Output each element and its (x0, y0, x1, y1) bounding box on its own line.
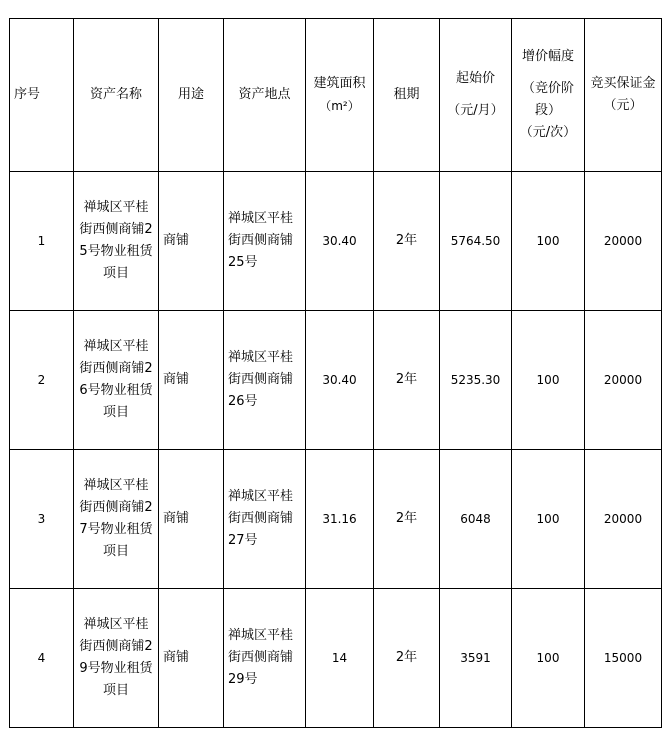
cell-location: 禅城区平桂街西侧商铺27号 (224, 450, 306, 589)
cell-location: 禅城区平桂街西侧商铺26号 (224, 311, 306, 450)
cell-location: 禅城区平桂街西侧商铺25号 (224, 172, 306, 311)
cell-start-price: 5764.50 (440, 172, 512, 311)
cell-start-price: 3591 (440, 589, 512, 728)
header-name: 资产名称 (74, 19, 159, 172)
header-term: 租期 (374, 19, 440, 172)
cell-usage: 商铺 (159, 311, 224, 450)
header-usage: 用途 (159, 19, 224, 172)
cell-increment: 100 (512, 311, 585, 450)
cell-term: 2年 (374, 450, 440, 589)
table-row (10, 311, 662, 450)
cell-start-price: 5235.30 (440, 311, 512, 450)
header-area-label: 建筑面积 (313, 76, 366, 91)
header-row (10, 19, 662, 172)
cell-usage: 商铺 (159, 172, 224, 311)
cell-term: 2年 (374, 311, 440, 450)
cell-term: 2年 (374, 589, 440, 728)
cell-seq: 4 (10, 589, 74, 728)
header-seq: 序号 (10, 19, 74, 172)
table-row (10, 172, 662, 311)
cell-increment: 100 (512, 589, 585, 728)
cell-usage: 商铺 (159, 450, 224, 589)
cell-deposit: 20000 (585, 172, 662, 311)
header-increment (512, 19, 585, 172)
cell-deposit: 15000 (585, 589, 662, 728)
table-row (10, 589, 662, 728)
header-start-price-label: 起始价 (455, 71, 495, 86)
asset-lease-table (9, 18, 662, 728)
header-start-price (440, 19, 512, 172)
cell-name: 禅城区平桂街西侧商铺26号物业租赁项目 (74, 311, 159, 450)
header-start-price-unit: （元/月） (447, 103, 504, 118)
cell-area: 14 (306, 589, 374, 728)
cell-name: 禅城区平桂街西侧商铺29号物业租赁项目 (74, 589, 159, 728)
cell-name: 禅城区平桂街西侧商铺27号物业租赁项目 (74, 450, 159, 589)
cell-usage: 商铺 (159, 589, 224, 728)
cell-seq: 3 (10, 450, 74, 589)
cell-start-price: 6048 (440, 450, 512, 589)
header-deposit-unit: （元） (603, 98, 643, 113)
cell-area: 30.40 (306, 172, 374, 311)
header-increment-sub: （竞价阶段） (521, 81, 574, 118)
header-deposit-label: 竞买保证金 (590, 76, 656, 91)
header-increment-label: 增价幅度 (521, 49, 574, 64)
cell-increment: 100 (512, 172, 585, 311)
header-location: 资产地点 (224, 19, 306, 172)
table-row (10, 450, 662, 589)
cell-area: 30.40 (306, 311, 374, 450)
cell-deposit: 20000 (585, 450, 662, 589)
header-increment-unit: （元/次） (519, 125, 577, 140)
cell-deposit: 20000 (585, 311, 662, 450)
header-area-unit: （m²） (319, 99, 360, 113)
cell-area: 31.16 (306, 450, 374, 589)
cell-name: 禅城区平桂街西侧商铺25号物业租赁项目 (74, 172, 159, 311)
cell-seq: 2 (10, 311, 74, 450)
cell-seq: 1 (10, 172, 74, 311)
header-area (306, 19, 374, 172)
header-deposit (585, 19, 662, 172)
cell-term: 2年 (374, 172, 440, 311)
cell-location: 禅城区平桂街西侧商铺29号 (224, 589, 306, 728)
cell-increment: 100 (512, 450, 585, 589)
